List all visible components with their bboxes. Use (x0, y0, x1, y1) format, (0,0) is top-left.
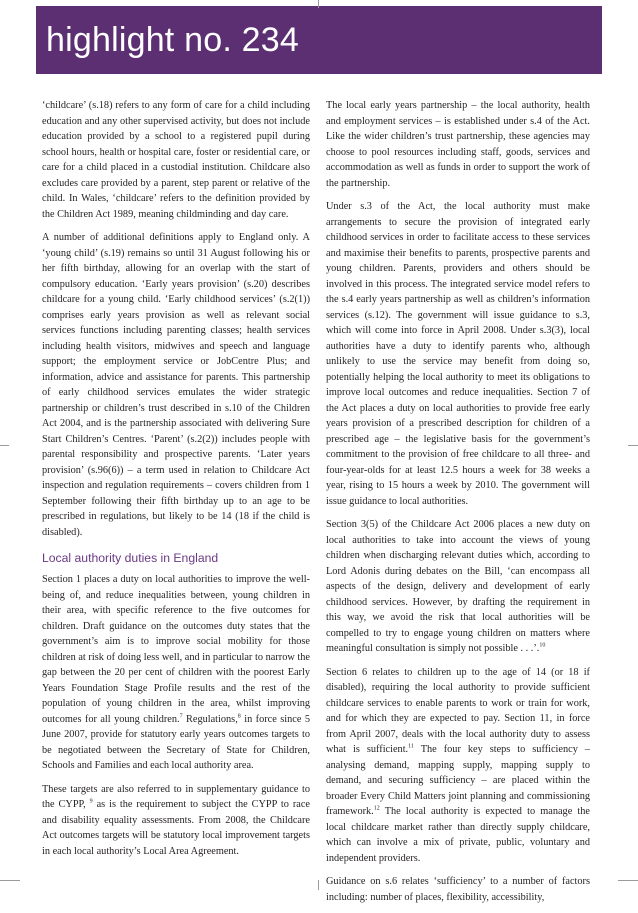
crop-mark (628, 445, 638, 446)
text-run: Section 1 places a duty on local authorities to improve the well-being of, and reduce inequalities between, young children in their area, with specific reference to the five outcomes for children. Draft guidance on the outcomes duty states that the government’s aim is to improve social mobility for those children at risk of doing less well, and in particular to narrow the gap between the 20 per cent of children with the poorest Early Years Foundation Stage Profile results and the rest of the population of young children in the area, whilst improving outcomes for all young children. (42, 574, 310, 725)
text-run: Section 6 relates to children up to the age of 14 (or 18 if disabled), requiring the local authority to provide sufficient childcare services to enable parents to work or train for work, and for which they are expected to pay. Section 11, in force from April 2007, deals with the local authority duty to assess what is sufficient. (326, 666, 590, 755)
text-run: The local authority is expected to manage the local childcare market rather than directly supply childcare, which can involve a mix of private, public, voluntary and independent providers. (326, 806, 590, 864)
footnote-ref: 7 (179, 713, 183, 720)
footnote-ref: 8 (237, 713, 241, 720)
paragraph: Under s.3 of the Act, the local authority must make arrangements to secure the provision of integrated early childhood services in order to facilitate access to these services and maximise their benefits to parents, prospective parents and young children. Parents, providers and others should be involved in this process. The integrated service model refers to the s.4 early years partnership as well as children’s information services (s.12). The government will issue guidance to s.3, which will come into force in April 2008. Under s.3(3), local authorities have a duty to identify parents who, although unlikely to use the service may benefit from doing so, potentially helping the local authority to meet its obligations to improve local outcomes and reduce inequalities. Section 7 of the Act places a duty on local authorities to provide free early years provision of a prescribed description for children of a prescribed age – the legislative basis for the government’s commitment to the provision of free childcare to all three- and four-year-olds for at least 12.5 hours a week for 38 weeks a year, rising to 15 hours a week by 2010. The government will issue guidance to local authorities. (326, 201, 590, 507)
text-run: in force since 5 June 2007, provide for statutory early years outcomes targets to be negotiated between the Secretary of State for Children, Schools and Families and each local authority area. (42, 713, 310, 771)
right-column (326, 98, 590, 913)
paragraph: The local early years partnership – the local authority, health and employment services – is established under s.4 of the Act. Like the wider children’s trust partnership, these agencies may choose to pool resources including staff, goods, services and accommodation as well as funds in order to support the work of the partnership. (326, 100, 590, 189)
section-heading: Local authority duties in England (42, 551, 219, 565)
paragraph (326, 665, 590, 867)
text-run: Section 3(5) of the Childcare Act 2006 places a new duty on local authorities to take into account the views of young children when discharging relevant duties which, according to Lord Adonis during debates on the Bill, ‘can encompass all aspects of the design, delivery and development of early childhood services. However, by drafting the requirement in this way, we avoid the risk that local authorities will be compelled to try to engage young children on matters where meaningful consultation is simply not possible . . .’. (326, 519, 590, 654)
paragraph: A number of additional definitions apply to England only. A ‘young child’ (s.19) remains so until 31 August following his or her fifth birthday, allowing for an overlap with the start of compulsory education. ‘Early years provision’ (s.20) describes childcare for a young child. ‘Early childhood services’ (s.2(1)) comprises early years provision as well as relevant social services functions including parenting classes; health services including health visitors, midwives and speech and language support; the employment service or JobCentre Plus; and information, advice and assistance for parents. This partnership of early childhood services emulates the wider strategic partnership or children’s trust described in s.10 of the Children Act 2004, and is the partnership associated with delivering Sure Start Children’s Centres. ‘Parent’ (s.2(2)) includes people with parental responsibility and prospective parents. ‘Later years provision’ (s.96(6)) – a term used in relation to Childcare Act inspection and regulation requirements – covers children from 1 September following their fifth birthday up to an age to be prescribed in regulations, but likely to be 14 (18 if the child is disabled). (42, 232, 310, 538)
paragraph: Guidance on s.6 relates ‘sufficiency’ to a number of factors including: number of places, flexibility, accessibility, (326, 876, 590, 903)
header-banner (36, 6, 602, 74)
crop-mark (318, 0, 319, 8)
crop-mark (0, 445, 9, 446)
text-run: Regulations, (182, 713, 238, 725)
crop-mark (618, 880, 638, 881)
footnote-ref: 9 (89, 798, 93, 805)
paragraph (326, 517, 590, 657)
paragraph (42, 782, 310, 860)
left-column (42, 98, 310, 867)
paragraph: ‘childcare’ (s.18) refers to any form of care for a child including education and any other supervised activity, but does not include education provided by a school to a registered pupil during school hours, health or hospital care, foster or residential care, or care for a child placed in a custodial institution. Childcare also excludes care provided by a parent, step parent or relative of the child. In Wales, ‘childcare’ refers to the definition provided by the Children Act 1989, meaning childminding and day care. (42, 100, 310, 220)
text-run: These targets are also referred to in supplementary guidance to the CYPP, (42, 783, 310, 810)
footnote-ref: 11 (408, 743, 414, 750)
footnote-ref: 10 (539, 642, 546, 649)
footnote-ref: 12 (373, 805, 380, 812)
page-title: highlight no. 234 (46, 21, 299, 59)
crop-mark (0, 880, 20, 881)
paragraph (42, 572, 310, 774)
crop-mark (318, 880, 319, 890)
text-run: as is the requirement to subject the CYPP to race and disability equality assessments. From 2008, the Childcare Act outcomes targets will be statutory local improvement targets in each local authority’s Local Area Agreement. (42, 799, 310, 857)
text-run: The four key steps to sufficiency – analysing demand, mapping supply, mapping supply to demand, and securing sufficiency – are placed within the broader Every Child Matters joint planning and commissioning framework. (326, 744, 590, 817)
